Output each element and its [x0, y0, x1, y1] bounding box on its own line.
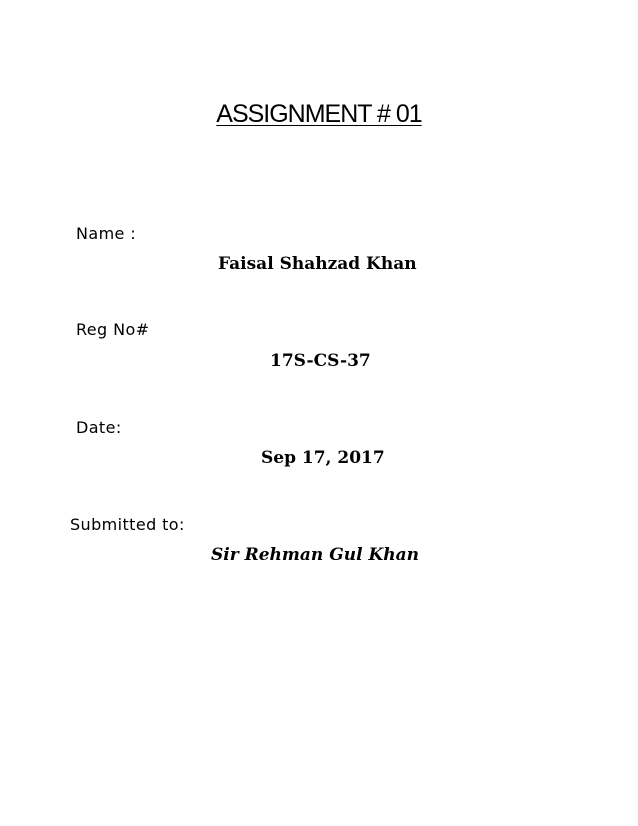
date-value: Sep 17, 2017: [261, 448, 385, 468]
name-label: Name :: [76, 224, 137, 243]
reg-no-label: Reg No#: [76, 320, 150, 339]
name-value: Faisal Shahzad Khan: [218, 254, 417, 274]
date-label: Date:: [76, 418, 122, 437]
reg-no-value: 17S-CS-37: [270, 351, 371, 371]
submitted-to-value: Sir Rehman Gul Khan: [211, 545, 419, 565]
submitted-to-label: Submitted to:: [70, 515, 185, 534]
document-title: ASSIGNMENT # 01: [216, 100, 422, 128]
